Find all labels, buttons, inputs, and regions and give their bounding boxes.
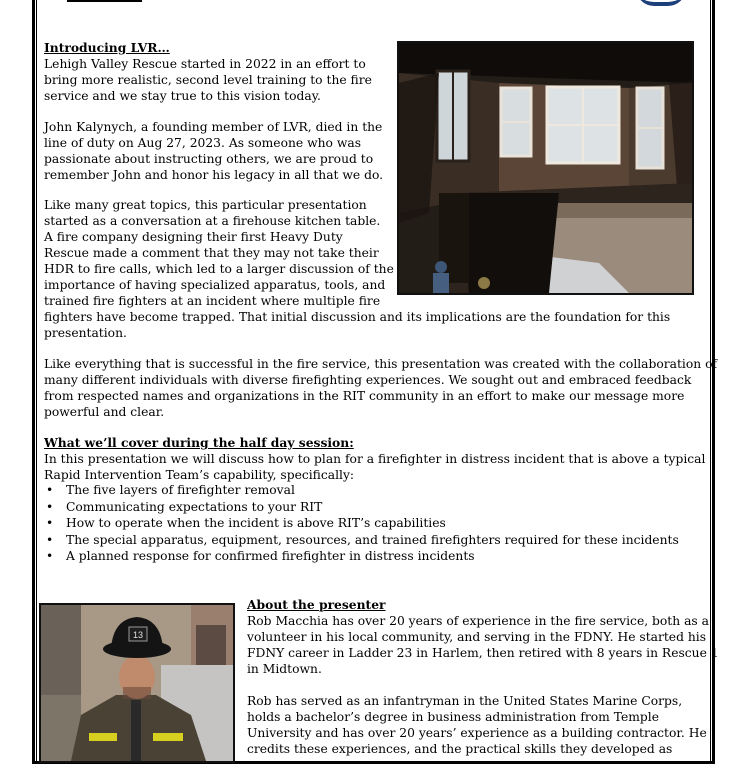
presenter-bio-line: credits these experiences, and the practical skills they developed as (247, 742, 673, 756)
memorial-line: remember John and honor his legacy in all that we do. (44, 168, 384, 182)
memorial-line: John Kalynych, a founding member of LVR, died in the (44, 120, 383, 134)
origin-line: HDR to fire calls, which led to a larger discussion of the (44, 262, 394, 276)
origin-line: A fire company designing their first Heavy Duty (44, 230, 343, 244)
presenter-bio-line: FDNY career in Ladder 23 in Harlem, then retired with 8 years in Rescue 1 (247, 646, 719, 660)
intro-section (44, 40, 372, 104)
intro-line: Lehigh Valley Rescue started in 2022 in an effort to (44, 57, 366, 71)
burned-room-photo (397, 41, 694, 295)
bullet-item: • How to operate when the incident is above RIT’s capabilities (44, 515, 679, 532)
session-intro-line: Rapid Intervention Team’s capability, specifically: (44, 468, 355, 482)
helmet-number: 13 (132, 630, 144, 640)
presenter-bio-line: University and has over 20 years’ experience as a building contractor. He (247, 726, 707, 740)
presenter-bio-line: Rob Macchia has over 20 years of experience in the fire service, both as a (247, 614, 709, 628)
collaboration-line: Like everything that is successful in the fire service, this presentation was created with the collaboration of (44, 357, 718, 371)
session-heading: What we’ll cover during the half day session: (44, 435, 354, 450)
intro-line: service and we stay true to this vision today. (44, 89, 321, 103)
presenter-photo (39, 603, 235, 763)
collaboration-line: powerful and clear. (44, 405, 165, 419)
intro-heading: Introducing LVR… (44, 40, 170, 55)
spacer (247, 677, 719, 693)
origin-line: started as a conversation at a firehouse kitchen table. (44, 214, 381, 228)
presenter-section (247, 597, 719, 757)
session-intro-line: In this presentation we will discuss how to plan for a firefighter in distress incident that is above a typical (44, 452, 706, 466)
origin-line: presentation. (44, 326, 127, 340)
bullet-item: • The five layers of firefighter removal (44, 482, 679, 499)
presenter-bio-line: holds a bachelor’s degree in business administration from Temple (247, 710, 659, 724)
memorial-line: passionate about instructing others, we are proud to (44, 152, 374, 166)
collaboration-line: many different individuals with diverse firefighting experiences. We sought out and embraced feedback (44, 373, 692, 387)
presenter-bio-line: volunteer in his local community, and serving in the FDNY. He started his (247, 630, 707, 644)
session-section (44, 435, 705, 483)
origin-line: Like many great topics, this particular presentation (44, 198, 367, 212)
bullet-item: • Communicating expectations to your RIT (44, 499, 679, 516)
collaboration-section (44, 356, 717, 420)
memorial-section (44, 119, 383, 183)
intro-line: bring more realistic, second level training to the fire (44, 73, 372, 87)
presenter-bio-line: in Midtown. (247, 662, 322, 676)
bullet-item: • A planned response for confirmed firefighter in distress incidents (44, 548, 679, 565)
origin-line: Rescue made a comment that they may not take their (44, 246, 379, 260)
header-rule (67, 0, 142, 2)
origin-line: fighters have become trapped. That initial discussion and its implications are the foundation for this (44, 310, 671, 324)
origin-line: trained fire fighters at an incident where multiple fire (44, 294, 381, 308)
origin-line: importance of having specialized apparatus, tools, and (44, 278, 386, 292)
presenter-heading: About the presenter (247, 597, 386, 612)
memorial-line: line of duty on Aug 27, 2023. As someone who was (44, 136, 361, 150)
session-bullet-list (44, 482, 679, 565)
collaboration-line: from respected names and organizations in the RIT community in an effort to make our message more (44, 389, 685, 403)
presenter-bio-line: Rob has served as an infantryman in the United States Marine Corps, (247, 694, 683, 708)
bullet-item: • The special apparatus, equipment, resources, and trained firefighters required for these incidents (44, 532, 679, 549)
